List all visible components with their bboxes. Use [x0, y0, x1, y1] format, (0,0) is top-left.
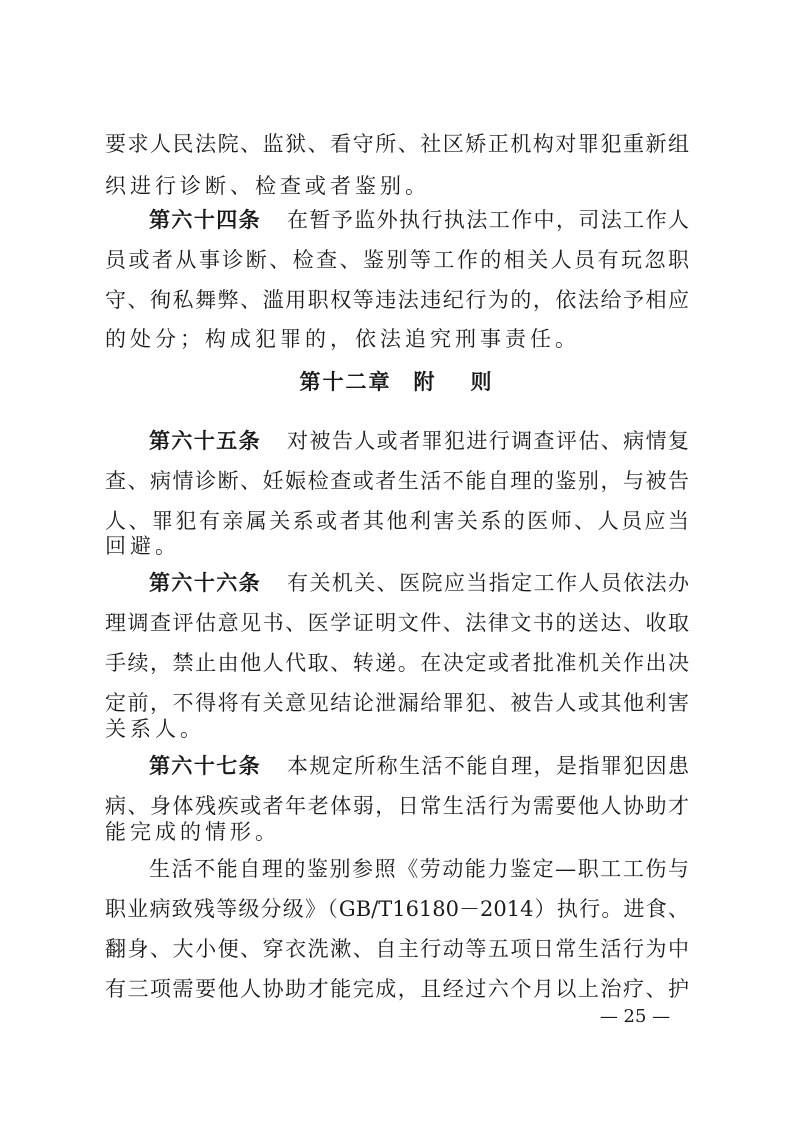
chapter-number: 第十二章: [299, 370, 392, 394]
chapter-title-part1: 附: [413, 370, 437, 394]
body-line: 职业病致残等级分级》（GB/T16180－2014）执行。进食、: [105, 897, 689, 921]
body-line: 生活不能自理的鉴别参照《劳动能力鉴定—职工工伤与: [149, 857, 689, 881]
body-line: 手续，禁止由他人代取、转递。在决定或者批准机关作出决: [105, 651, 689, 675]
body-line: 的处分；构成犯罪的，依法追究刑事责任。: [105, 327, 580, 351]
article-65-heading: 第六十五条: [149, 429, 262, 453]
body-line: 能完成的情形。: [105, 820, 280, 844]
body-line: 有关机关、医院应当指定工作人员依法办: [287, 571, 689, 595]
article-67-heading: 第六十七条: [149, 754, 262, 778]
body-line: 查、病情诊断、妊娠检查或者生活不能自理的鉴别，与被告: [105, 469, 689, 493]
body-line: 翻身、大小便、穿衣洗漱、自主行动等五项日常生活行为中: [105, 937, 689, 961]
body-line: 守、徇私舞弊、滥用职权等违法违纪行为的，依法给予相应: [105, 288, 689, 312]
body-line: 织进行诊断、检查或者鉴别。: [105, 174, 430, 198]
body-line: 人、罪犯有亲属关系或者其他利害关系的医师、人员应当: [105, 509, 689, 533]
body-line: 本规定所称生活不能自理，是指罪犯因患: [287, 754, 689, 778]
article-66-heading: 第六十六条: [149, 571, 262, 595]
body-line: 员或者从事诊断、检查、鉴别等工作的相关人员有玩忽职: [105, 248, 689, 272]
body-line: 理调查评估意见书、医学证明文件、法律文书的送达、收取: [105, 611, 689, 635]
body-line: 病、身体残疾或者年老体弱，日常生活行为需要他人协助才: [105, 794, 689, 818]
article-65-line: [149, 424, 689, 458]
chapter-heading: [0, 364, 793, 400]
body-line: 关系人。: [105, 717, 205, 741]
page-number: — 25 —: [599, 1006, 671, 1027]
chapter-title-part2: 则: [470, 370, 494, 394]
article-64-line: [149, 203, 689, 237]
body-line: 要求人民法院、监狱、看守所、社区矫正机构对罪犯重新组: [105, 132, 689, 156]
body-line: 回避。: [105, 534, 180, 558]
article-66-line: [149, 566, 689, 600]
body-line: 定前，不得将有关意见结论泄漏给罪犯、被告人或其他利害: [105, 691, 689, 715]
article-64-heading: 第六十四条: [149, 208, 262, 232]
article-67-line: [149, 749, 689, 783]
body-line: 对被告人或者罪犯进行调查评估、病情复: [287, 429, 689, 453]
body-line: 在暂予监外执行执法工作中，司法工作人: [287, 208, 689, 232]
body-line: 有三项需要他人协助才能完成，且经过六个月以上治疗、护: [105, 977, 689, 1001]
